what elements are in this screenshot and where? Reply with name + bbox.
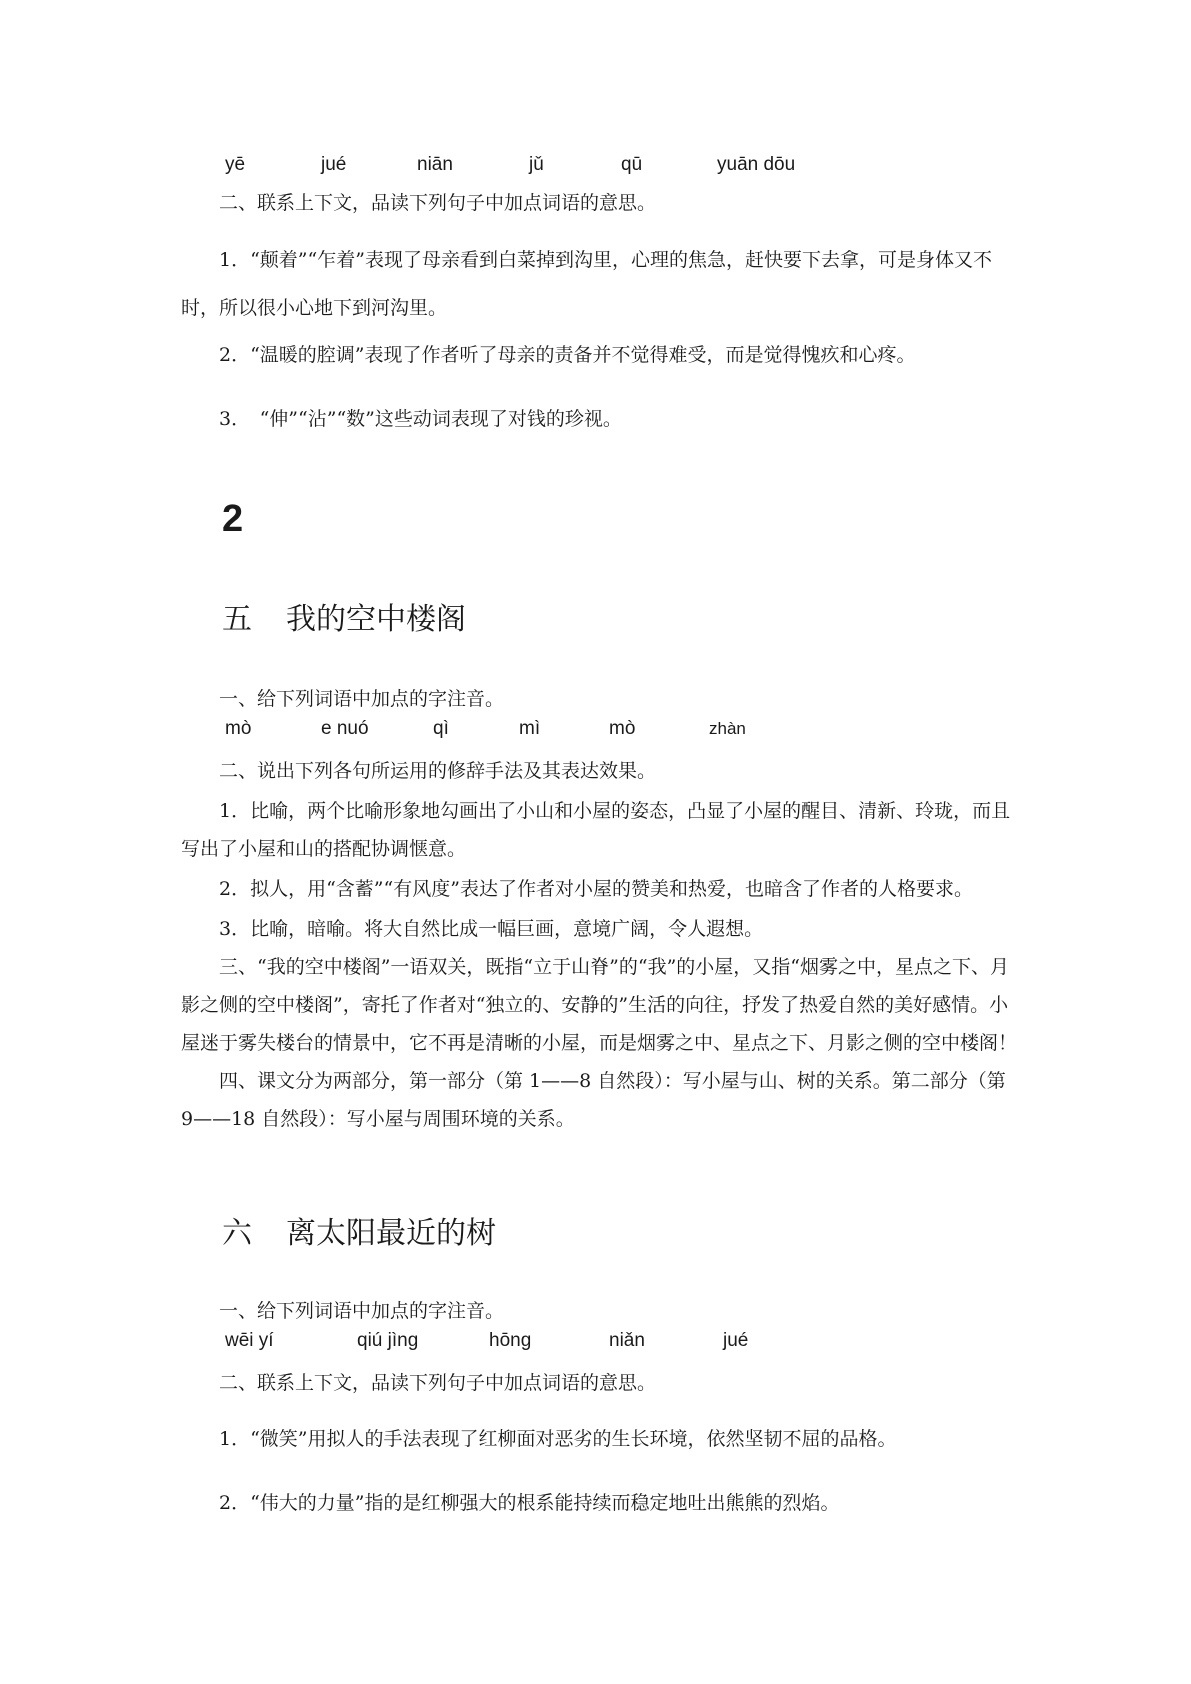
page-number: 2	[222, 498, 244, 540]
pinyin: jué	[723, 1330, 749, 1351]
answer-text: 1．“颠着”“乍着”表现了母亲看到白菜掉到沟里，心理的焦急，赶快要下去拿，可是身体又不时，所以很小心地下到河沟里。	[181, 249, 992, 319]
top-answer-2	[181, 336, 1021, 374]
question-text: 二、联系上下文，品读下列句子中加点词语的意思。	[219, 1372, 657, 1394]
top-answer-1	[181, 236, 1021, 332]
answer-text: 2．拟人，用“含蓄”“有风度”表达了作者对小屋的赞美和热爱，也暗含了作者的人格要求。	[219, 878, 973, 900]
section-number: 五	[222, 602, 252, 637]
s6-question-1	[181, 1292, 1021, 1330]
s6-answer-2	[181, 1484, 1021, 1522]
section-title: 我的空中楼阁	[286, 602, 466, 637]
pinyin: qiú jìng	[357, 1330, 419, 1351]
pinyin: qū	[621, 154, 643, 175]
top-answer-3	[181, 400, 1021, 438]
answer-text: 2．“伟大的力量”指的是红柳强大的根系能持续而稳定地吐出熊熊的烈焰。	[219, 1492, 840, 1514]
answer-text: 1．比喻，两个比喻形象地勾画出了小山和小屋的姿态，凸显了小屋的醒目、清新、玲珑，而且写出了小屋和山的搭配协调惬意。	[181, 800, 1011, 860]
pinyin: hōng	[489, 1330, 532, 1351]
pinyin: niān	[417, 154, 453, 175]
answer-text: 1．“微笑”用拟人的手法表现了红柳面对恶劣的生长环境，依然坚韧不屈的品格。	[219, 1428, 897, 1450]
answer-text: 3．比喻，暗喻。将大自然比成一幅巨画，意境广阔，令人遐想。	[219, 918, 764, 940]
pinyin: yē	[225, 154, 246, 175]
answer-text: 2．“温暖的腔调”表现了作者听了母亲的责备并不觉得难受，而是觉得愧疚和心疼。	[219, 344, 916, 366]
answer-text: 3． “伸”“沾”“数”这些动词表现了对钱的珍视。	[219, 408, 622, 430]
s6-question-2	[181, 1364, 1021, 1402]
pinyin: mò	[225, 718, 252, 739]
pinyin: zhàn	[709, 719, 746, 738]
pinyin: jué	[321, 154, 347, 175]
question-text: 二、联系上下文，品读下列句子中加点词语的意思。	[219, 192, 657, 214]
s5-body	[181, 752, 1021, 1138]
section-title: 离太阳最近的树	[286, 1216, 496, 1251]
section-number: 六	[222, 1216, 252, 1251]
question-text: 一、给下列词语中加点的字注音。	[219, 688, 505, 710]
s5-question-1	[181, 680, 1021, 718]
section-heading-5	[222, 600, 466, 640]
pinyin: qì	[433, 718, 449, 739]
pinyin-row-s6	[225, 1328, 1025, 1354]
s6-answer-1	[181, 1420, 1021, 1458]
pinyin-row-top	[225, 152, 1025, 178]
pinyin: jǔ	[529, 154, 544, 175]
top-question-2	[181, 184, 1021, 222]
question-text: 三、“我的空中楼阁”一语双关，既指“立于山脊”的“我”的小屋，又指“烟雾之中，星点之下、月影之侧的空中楼阁”，寄托了作者对“独立的、安静的”生活的向往，抒发了热爱自然的美好感情。小屋迷于雾失楼台的情景中，它不再是清晰的小屋，而是烟雾之中、星点之下、月影之侧的空中楼阁！	[181, 956, 1018, 1054]
pinyin: niǎn	[609, 1330, 645, 1351]
question-text: 一、给下列词语中加点的字注音。	[219, 1300, 505, 1322]
pinyin-row-s5	[225, 716, 1025, 742]
pinyin: mò	[609, 718, 636, 739]
pinyin: mì	[519, 718, 541, 739]
pinyin: wēi yí	[225, 1330, 274, 1351]
question-text: 四、课文分为两部分，第一部分（第 1——8 自然段）：写小屋与山、树的关系。第二部分（第 9——18 自然段）：写小屋与周围环境的关系。	[181, 1070, 1006, 1130]
pinyin: yuān dōu	[717, 154, 796, 175]
pinyin: e nuó	[321, 718, 369, 739]
question-text: 二、说出下列各句所运用的修辞手法及其表达效果。	[219, 760, 657, 782]
section-heading-6	[222, 1214, 496, 1254]
